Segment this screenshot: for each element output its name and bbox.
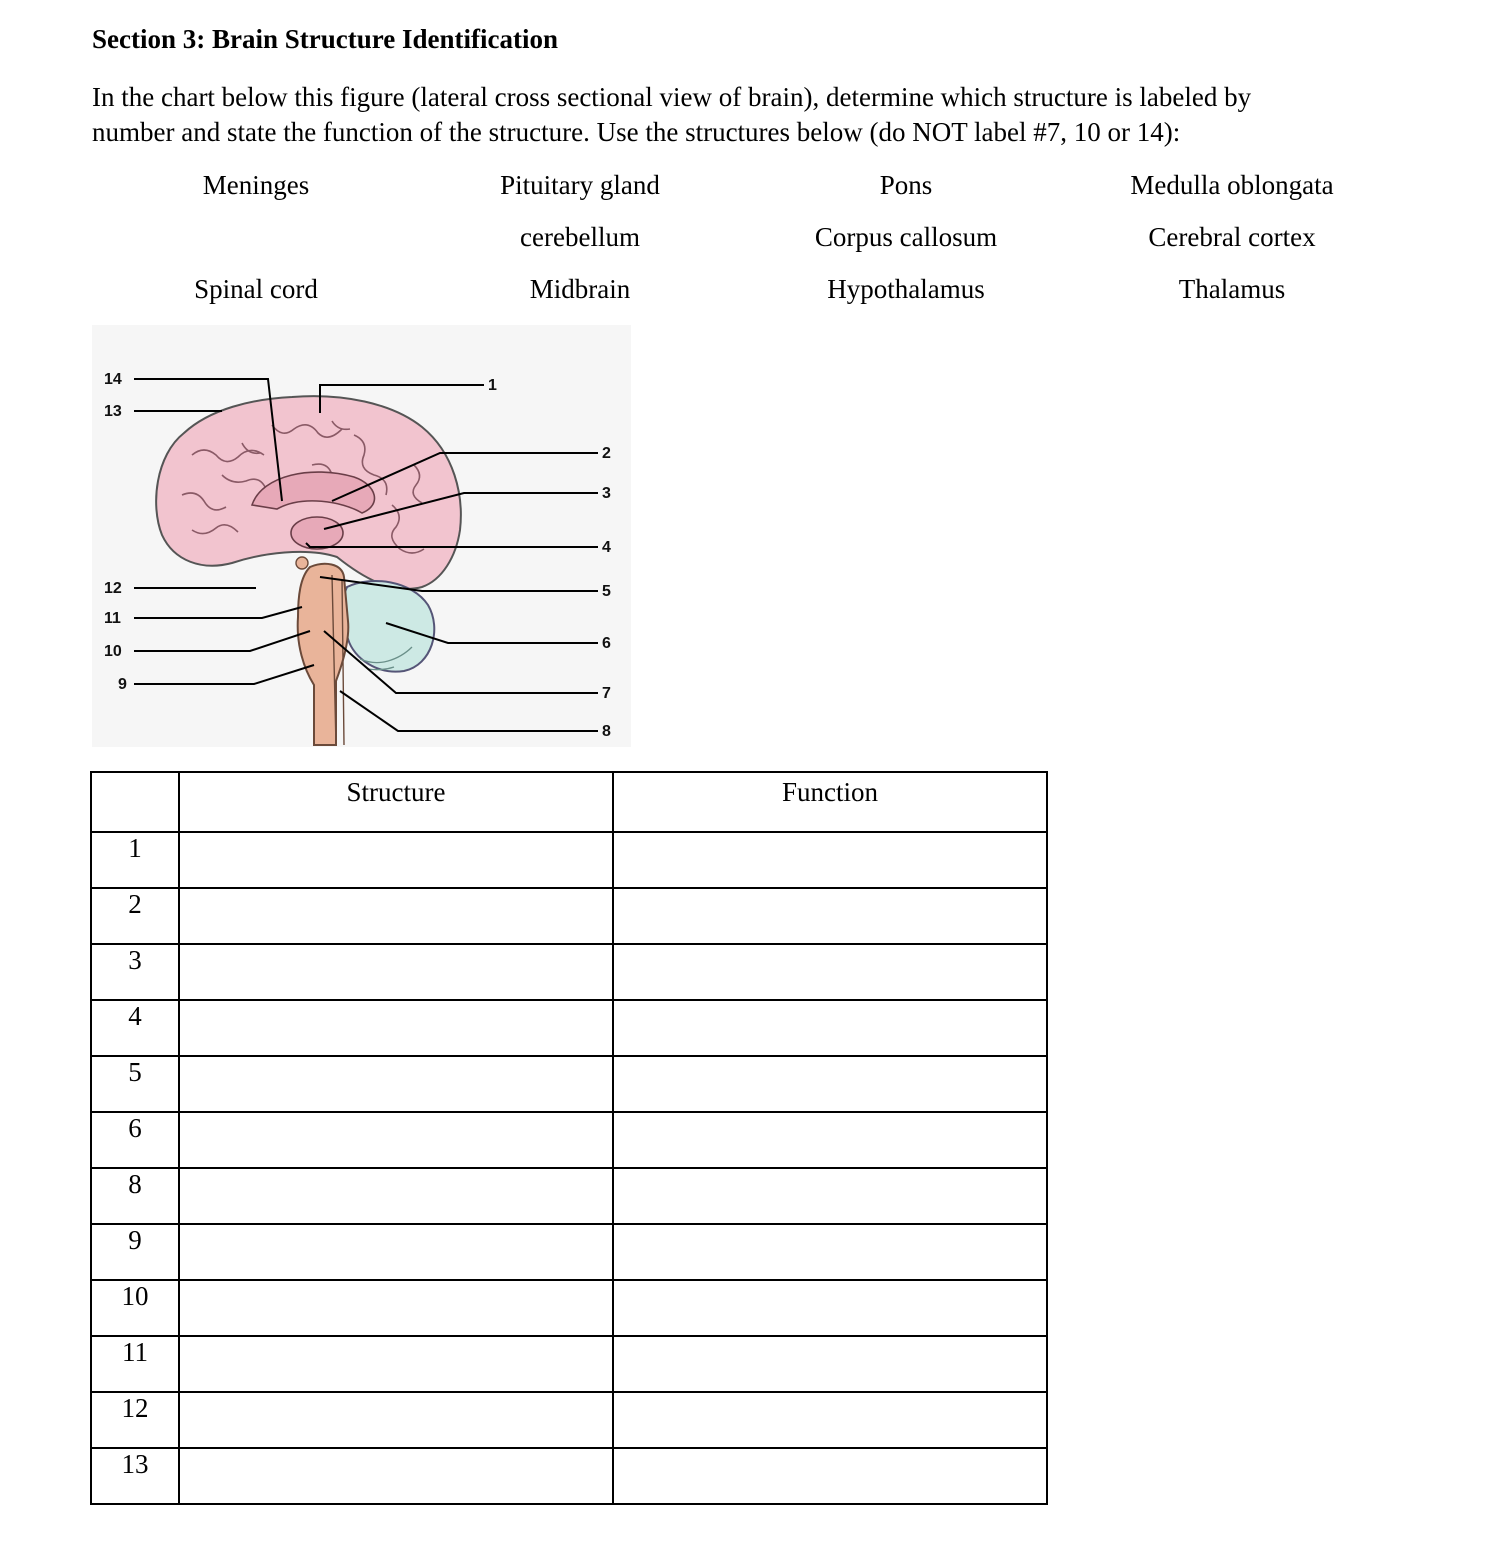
row-number: 4	[91, 1000, 179, 1056]
row-number: 12	[91, 1392, 179, 1448]
function-cell[interactable]	[613, 1336, 1047, 1392]
instructions	[92, 80, 1432, 150]
row-number: 5	[91, 1056, 179, 1112]
term-cerebellum: cerebellum	[520, 222, 640, 252]
structure-cell[interactable]	[179, 1448, 613, 1504]
structure-cell[interactable]	[179, 1112, 613, 1168]
table-row	[91, 1336, 1047, 1392]
label-13: 13	[104, 403, 122, 420]
term-hypothalamus: Hypothalamus	[827, 274, 985, 304]
header-function: Function	[613, 772, 1047, 832]
label-8: 8	[602, 723, 611, 740]
table-row	[91, 832, 1047, 888]
label-9: 9	[118, 676, 127, 693]
label-7: 7	[602, 685, 611, 702]
brain-diagram	[92, 325, 631, 747]
structure-cell[interactable]	[179, 1000, 613, 1056]
function-cell[interactable]	[613, 944, 1047, 1000]
label-4: 4	[602, 539, 611, 556]
row-number: 13	[91, 1448, 179, 1504]
structure-cell[interactable]	[179, 1336, 613, 1392]
term-medulla-oblongata: Medulla oblongata	[1130, 170, 1334, 200]
section-title: Section 3: Brain Structure Identification	[92, 24, 558, 54]
table-row	[91, 1224, 1047, 1280]
table-row	[91, 1000, 1047, 1056]
structure-cell[interactable]	[179, 1168, 613, 1224]
table-row	[91, 1168, 1047, 1224]
row-number: 11	[91, 1336, 179, 1392]
function-cell[interactable]	[613, 832, 1047, 888]
label-3: 3	[602, 485, 611, 502]
structure-cell[interactable]	[179, 1224, 613, 1280]
structure-cell[interactable]	[179, 1392, 613, 1448]
term-cerebral-cortex: Cerebral cortex	[1148, 222, 1316, 252]
structure-cell[interactable]	[179, 832, 613, 888]
instructions-line-1: In the chart below this figure (lateral cross sectional view of brain), determine which structure is labeled by	[92, 82, 1252, 112]
row-number: 1	[91, 832, 179, 888]
function-cell[interactable]	[613, 1224, 1047, 1280]
row-number: 6	[91, 1112, 179, 1168]
structure-cell[interactable]	[179, 944, 613, 1000]
header-structure: Structure	[179, 772, 613, 832]
label-12: 12	[104, 580, 122, 597]
function-cell[interactable]	[613, 1056, 1047, 1112]
table-header-row	[91, 772, 1047, 832]
label-6: 6	[602, 635, 611, 652]
structure-cell[interactable]	[179, 1280, 613, 1336]
table-row	[91, 1112, 1047, 1168]
term-pituitary-gland: Pituitary gland	[500, 170, 660, 200]
row-number: 3	[91, 944, 179, 1000]
function-cell[interactable]	[613, 888, 1047, 944]
function-cell[interactable]	[613, 1392, 1047, 1448]
function-cell[interactable]	[613, 1448, 1047, 1504]
structure-cell[interactable]	[179, 1056, 613, 1112]
label-11: 11	[104, 610, 121, 627]
label-2: 2	[602, 445, 611, 462]
table-row	[91, 1056, 1047, 1112]
header-number	[91, 772, 179, 832]
label-5: 5	[602, 583, 611, 600]
term-midbrain: Midbrain	[529, 274, 631, 304]
function-cell[interactable]	[613, 1168, 1047, 1224]
answer-table	[90, 771, 1048, 1505]
term-thalamus: Thalamus	[1178, 274, 1286, 304]
instructions-line-2: number and state the function of the structure. Use the structures below (do NOT label #7, 10 or 14):	[92, 117, 1181, 147]
row-number: 2	[91, 888, 179, 944]
label-10: 10	[104, 643, 122, 660]
function-cell[interactable]	[613, 1112, 1047, 1168]
function-cell[interactable]	[613, 1280, 1047, 1336]
brainstem-shape	[298, 564, 349, 745]
function-cell[interactable]	[613, 1000, 1047, 1056]
row-number: 8	[91, 1168, 179, 1224]
term-corpus-callosum: Corpus callosum	[814, 222, 998, 252]
table-row	[91, 888, 1047, 944]
table-row	[91, 944, 1047, 1000]
structure-cell[interactable]	[179, 888, 613, 944]
table-row	[91, 1280, 1047, 1336]
label-1: 1	[488, 377, 497, 394]
row-number: 10	[91, 1280, 179, 1336]
pituitary-shape	[296, 557, 308, 569]
row-number: 9	[91, 1224, 179, 1280]
term-meninges: Meninges	[202, 170, 310, 200]
table-row	[91, 1392, 1047, 1448]
label-14: 14	[104, 371, 122, 388]
term-spinal-cord: Spinal cord	[194, 274, 318, 304]
brain-figure	[92, 325, 631, 747]
thalamus-shape	[291, 517, 343, 549]
term-pons: Pons	[879, 170, 933, 200]
table-row	[91, 1448, 1047, 1504]
